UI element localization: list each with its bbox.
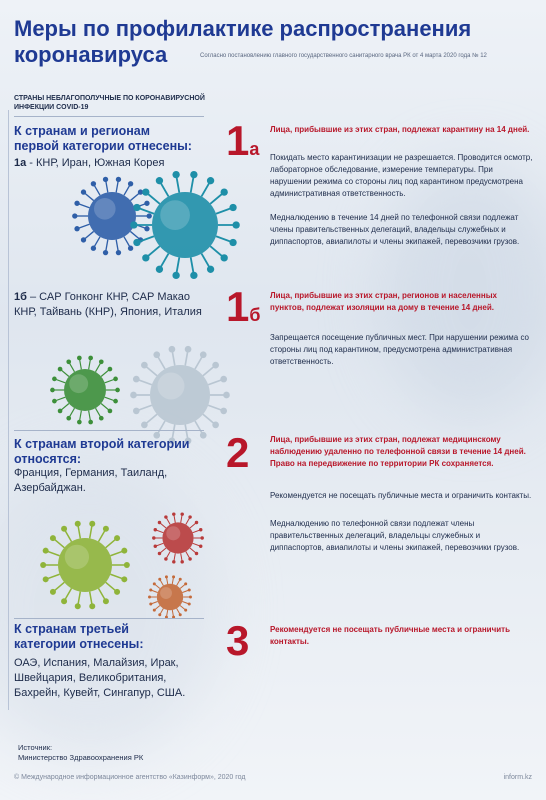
measure-2-rule: Лица, прибывшие из этих стран, подлежат медицинскому наблюдению удаленно по телефонной связи в течение 14 дней. Право на передвижение по территории РК сохраняется.	[270, 435, 526, 468]
category-3-title: К странам третьей категории отнесены:	[14, 622, 144, 651]
measure-1b-digit: 1	[226, 283, 250, 330]
divider	[14, 116, 204, 117]
measure-1b-description: Запрещается посещение публичных мест. При нарушении режима со стороны лиц под карантином, предусмотрена административная ответственность.	[270, 333, 529, 366]
category-1b-countries	[14, 290, 214, 320]
category-1b-text: – САР Гонконг КНР, САР Макао КНР, Тайвань (КНР), Япония, Италия	[14, 291, 202, 318]
virus-red-small	[152, 512, 204, 564]
measure-2-recommendation: Рекомендуется не посещать публичные места и ограничить контакты.	[270, 491, 532, 500]
source	[18, 743, 143, 763]
virus-teal-large	[130, 170, 240, 280]
category-1-title: К странам и регионам первой категории отнесены:	[14, 124, 192, 153]
category-1a-label: 1а	[14, 157, 27, 169]
measure-3-number: 3	[226, 617, 250, 664]
category-1a-text: - КНР, Иран, Южная Корея	[26, 157, 165, 169]
source-name: Министерство Здравоохранения РК	[18, 753, 144, 762]
category-2-countries: Франция, Германия, Таиланд, Азербайджан.	[14, 467, 168, 494]
measure-1a-rule: Лица, прибывшие из этих стран, подлежат карантину на 14 дней.	[270, 125, 530, 134]
measure-1a-monitoring: Медналюдению в течение 14 дней по телефонной связи подлежат члены правительственных делегаций, владельцы служебных и диппаспортов, авиапилоты и члены экипажей, перевозчики грузов.	[270, 213, 520, 246]
measure-1b-number	[226, 283, 261, 336]
category-1a-countries	[14, 156, 214, 171]
measure-2-number: 2	[226, 429, 250, 476]
category-1b-label: 1б	[14, 291, 27, 303]
title-line-1: Меры по профилактике распространения	[14, 16, 472, 41]
title-line-2: коронавируса	[14, 42, 168, 67]
category-3-countries: ОАЭ, Испания, Малайзия, Ирак, Швейцария, Великобритания, Бахрейн, Кувейт, Сингапур, США.	[14, 657, 186, 699]
copyright-footer: © Международное информационное агентство «Казинформ», 2020 год	[14, 774, 246, 781]
site-link[interactable]: inform.kz	[503, 774, 532, 781]
virus-green-small	[50, 355, 120, 425]
virus-yellow-green	[40, 520, 130, 610]
measure-1a-letter: а	[249, 139, 260, 159]
source-label: Источник:	[18, 743, 53, 752]
measure-3-rule: Рекомендуется не посещать публичные места и ограничить контакты.	[270, 625, 510, 646]
measure-2-monitoring: Медналюдению по телефонной связи подлежат члены правительственных делегаций, владельцы служебных и диппаспортов, авиапилоты и члены экипажей, перевозчики грузов.	[270, 519, 520, 552]
decree-note: Согласно постановлению главного государственного санитарного врача РК от 4 марта 2020 года № 12	[200, 53, 487, 59]
measure-1b-letter: б	[249, 305, 261, 325]
section-heading: СТРАНЫ НЕБЛАГОПОЛУЧНЫЕ ПО КОРОНАВИРУСНОЙ ИНФЕКЦИИ COVID-19	[14, 95, 205, 111]
measure-1b-rule: Лица, прибывшие из этих стран, регионов и населенных пунктов, подлежат изоляции на дому в течение 14 дней.	[270, 291, 497, 312]
divider	[14, 618, 204, 619]
measure-1a-number	[226, 117, 260, 170]
virus-orange-small	[148, 575, 192, 619]
divider	[14, 430, 204, 431]
measure-1a-description: Покидать место карантинизации не разрешается. Проводится осмотр, лабораторное обследование, измерение температуры. При нарушении режима со стороны лиц под карантином предусмотрена административная ответственность.	[270, 153, 533, 198]
category-2-title: К странам второй категории относятся:	[14, 437, 190, 466]
measure-1a-digit: 1	[226, 117, 250, 164]
timeline-line	[8, 110, 9, 710]
